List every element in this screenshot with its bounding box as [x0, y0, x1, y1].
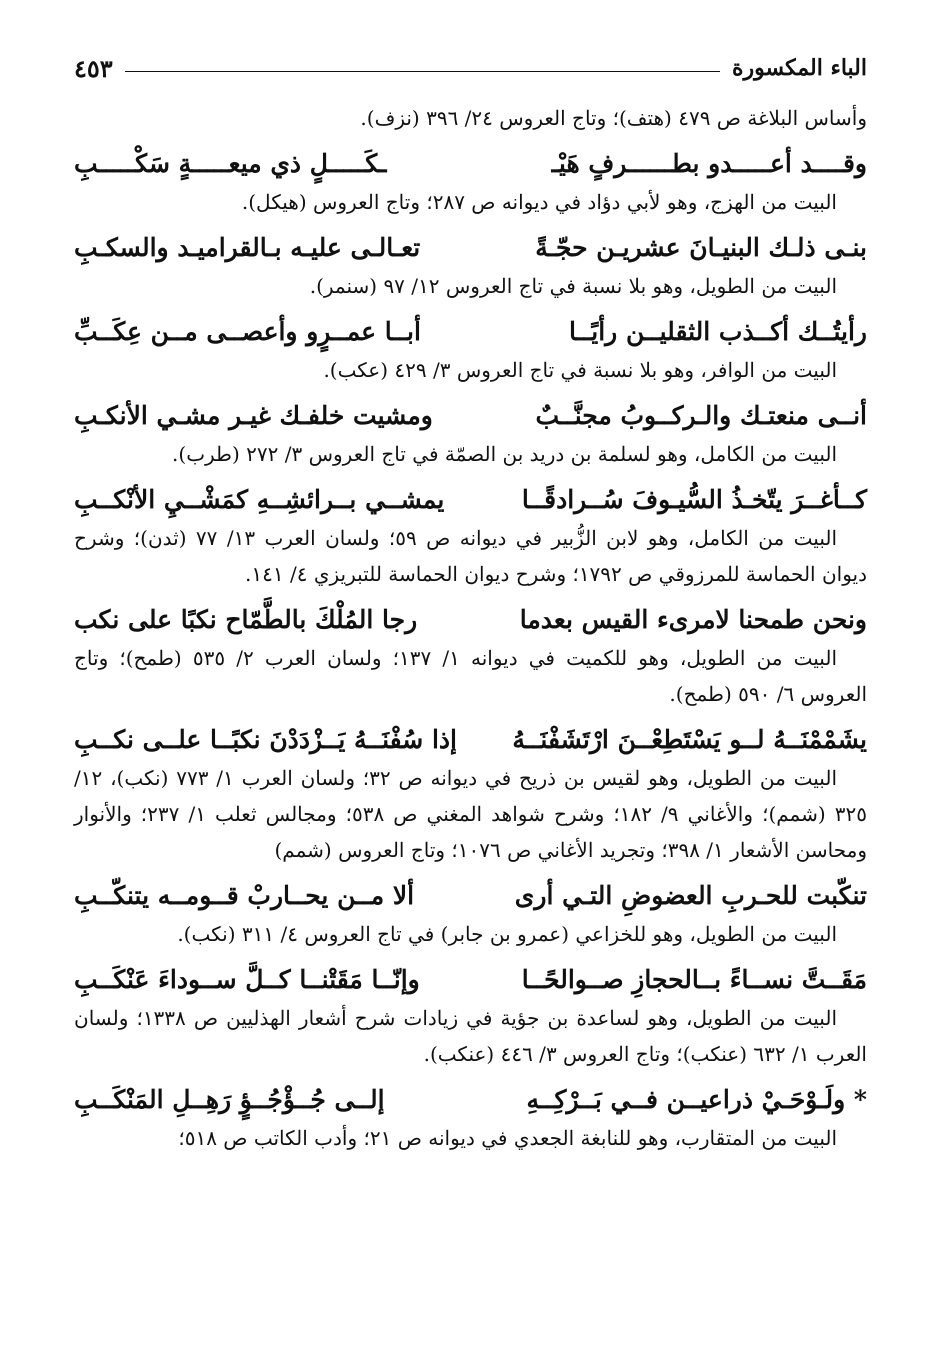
second-hemistich: أبــا عمــرٍو وأعصــى مــن عِكَــبِّ: [74, 317, 421, 346]
verse-note: البيت من الهزج، وهو لأبي دؤاد في ديوانه ص ٢٨٧؛ وتاج العروس (هيكل).: [241, 190, 837, 214]
second-hemistich: إلــى جُــؤْجُــؤٍ رَهِــلِ المَنْكَــبِ: [74, 1085, 385, 1114]
verse-line: [74, 1080, 867, 1120]
second-hemistich: ألا مــن يحــاربْ قــومــه يتنكّــبِ: [74, 881, 415, 910]
verse-note: البيت من الطويل، وهو للخزاعي (عمرو بن جابر) في تاج العروس ٤/ ٣١١ (نكب).: [177, 922, 837, 946]
intro-paragraph: وأساس البلاغة ص ٤٧٩ (هتف)؛ وتاج العروس ٢٤/ ٣٩٦ (نزف).: [360, 106, 867, 130]
verse-entry: [74, 876, 867, 952]
verse-line: [74, 396, 867, 436]
header-rule: [125, 71, 720, 72]
running-title: الباء المكسورة: [732, 55, 867, 81]
first-hemistich: أنــى منعتـك والـركــوبُ مجنَّــبٌ: [535, 401, 867, 430]
first-hemistich: ونحن طمحنا لامرىء القيس بعدما: [519, 605, 867, 634]
verse-line: [74, 960, 867, 1000]
verse-line: [74, 312, 867, 352]
verse-note: البيت من الطويل، وهو بلا نسبة في تاج العروس ١٢/ ٩٧ (سنمر).: [309, 274, 837, 298]
verse-line: [74, 228, 867, 268]
second-hemistich: يمشــي بــرائشِــهِ كمَشْــيِ الأنْكــبِ: [74, 485, 445, 514]
verse-entry: [74, 480, 867, 592]
first-hemistich: مَقَــتَّ نســاءً بــالحجازِ صــوالحًــا: [521, 965, 867, 994]
verse-line: [74, 480, 867, 520]
verse-entry: [74, 600, 867, 712]
verse-note: البيت من الطويل، وهو لساعدة بن جؤية في زيادات شرح أشعار الهذليين ص ١٣٣٨؛ ولسان العرب ١/ ٦٣٢ (عنكب)؛ وتاج العروس ٣/ ٤٤٦ (عنكب).: [74, 1006, 867, 1066]
verse-line: [74, 876, 867, 916]
second-hemistich: تعـالـى عليـه بـالقراميـد والسكـبِ: [74, 233, 421, 262]
first-hemistich: * ولَـوْحَـيْ ذراعيــن فــي بَــرْكِــهِ: [526, 1085, 867, 1114]
page-header: [74, 48, 867, 88]
second-hemistich: رجا المُلْكَ بالطَّمّاح نكبًا على نكب: [74, 605, 418, 634]
verse-entry: [74, 960, 867, 1072]
first-hemistich: كــأغــرَ يتّخـذُ السُّيـوفَ سُــرادقًــا: [521, 485, 867, 514]
verse-note: البيت من الطويل، وهو لقيس بن ذريح في ديوانه ص ٣٢؛ ولسان العرب ١/ ٧٧٣ (نكب)، ١٢/ ٣٢٥ (شمم)؛ والأغاني ٩/ ١٨٢؛ وشرح شواهد المغني ص ٥٣٨؛ ومجالس ثعلب ١/ ٢٣٧؛ والأنوار ومحاسن الأشعار ١/ ٣٩٨؛ وتجريد الأغاني ص ١٠٧٦؛ وتاج العروس (شمم): [74, 766, 867, 862]
first-hemistich: بنـى ذلـك البنيـانَ عشريـن حجّـةً: [535, 233, 867, 262]
verse-entry: [74, 312, 867, 388]
second-hemistich: وإنّــا مَقَتْنــا كــلَّ ســوداءَ عَنْكَــبِ: [74, 965, 420, 994]
verse-note: البيت من الكامل، وهو لسلمة بن دريد بن الصمّة في تاج العروس ٣/ ٢٧٢ (طرب).: [172, 442, 837, 466]
second-hemistich: ـكَـــــلٍ ذي ميعـــــةٍ سَكْـــــبِ: [74, 149, 387, 178]
verse-entry: [74, 144, 867, 220]
page-body: [74, 100, 867, 1156]
first-hemistich: وقــــد أعـــــدو بطــــــرفٍ هَيْـ: [551, 149, 867, 178]
first-hemistich: تنكّبت للحـربِ العضوضِ التـي أرى: [514, 881, 867, 910]
verse-note: البيت من الكامل، وهو لابن الزُّبير في ديوانه ص ٥٩؛ ولسان العرب ١٣/ ٧٧ (ثدن)؛ وشرح ديوان الحماسة للمرزوقي ص ١٧٩٢؛ وشرح ديوان الحماسة للتبريزي ٤/ ١٤١.: [74, 526, 867, 586]
verse-entry: [74, 720, 867, 868]
verse-note: البيت من الطويل، وهو للكميت في ديوانه ١/ ١٣٧؛ ولسان العرب ٢/ ٥٣٥ (طمح)؛ وتاج العروس ٦/ ٥٩٠ (طمح).: [74, 646, 867, 706]
second-hemistich: ومشيت خلفـك غيـر مشـي الأنكـبِ: [74, 401, 433, 430]
verse-entry: [74, 1080, 867, 1156]
verse-line: [74, 144, 867, 184]
verse-line: [74, 720, 867, 760]
page-number: ٤٥٣: [74, 53, 113, 83]
verse-entry: [74, 396, 867, 472]
first-hemistich: يشَمْمْنَــهُ لــو يَسْتَطِعْــنَ ارْتَشَفْنَــهُ: [512, 725, 867, 754]
first-hemistich: رأيتُــك أكــذب الثقليــن رأيًــا: [569, 317, 867, 346]
verse-entry: [74, 228, 867, 304]
second-hemistich: إذا سُفْنَــهُ يَــزْدَدْنَ نكبًــا علــى نكــبِ: [74, 725, 457, 754]
verse-note: البيت من المتقارب، وهو للنابغة الجعدي في ديوانه ص ٢١؛ وأدب الكاتب ص ٥١٨؛: [178, 1126, 837, 1150]
verse-line: [74, 600, 867, 640]
verse-note: البيت من الوافر، وهو بلا نسبة في تاج العروس ٣/ ٤٢٩ (عكب).: [323, 358, 837, 382]
